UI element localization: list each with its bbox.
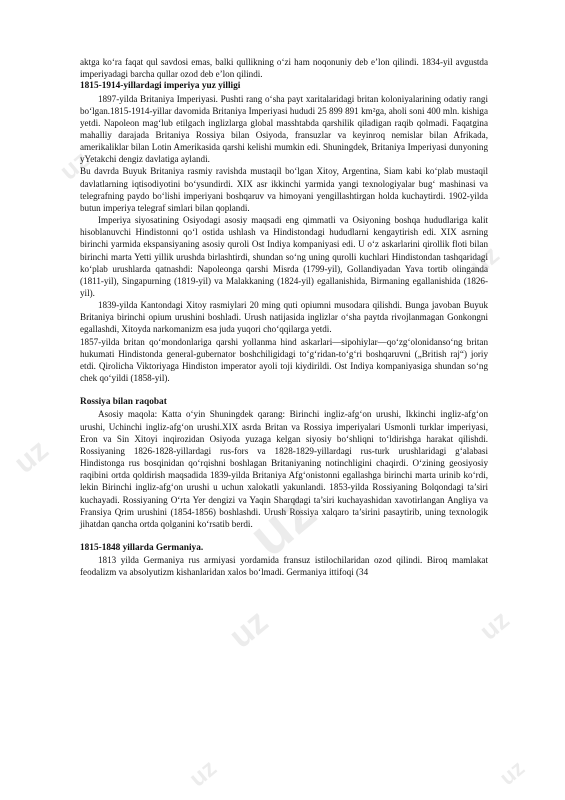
document-page	[80, 56, 488, 579]
watermark-text: uz	[7, 433, 55, 480]
watermark-text: uz	[221, 602, 276, 656]
body-paragraph: Asosiy maqola: Katta o‘yin Shuningdek qarang: Birinchi ingliz-afg‘on urushi, Ikkinchi ingliz-afg‘on urushi, Uchinchi ingliz-afg‘on urushi.XIX asrda Britan va Rossiya imperiyalari Usmonli turklar imperiyasi, Eron va Sin Xitoyi inqirozidan Osiyoda yuzaga kelgan siyosiy bo‘shliqni to‘ldirishga harakat qilishdi. Rossiyaning 1826-1828-yillardagi rus-fors va 1828-1829-yillardagi rus-turk urushlaridagi g‘alabasi Hindistonga rus bosqinidan qo‘rqishni boshlagan Britaniyaning notinchligini chaqirdi. O‘zining geosiyosiy raqibini ortda qoldirish maqsadida 1839-yilda Britaniya Afg‘onistonni egallashga birinchi marta urinib ko‘rdi, lekin Birinchi ingliz-afg‘on urushi u uchun xalokatli yakunlandi. 1853-yilda Rossiyaning Bolqondagi ta’siri kuchayadi. Rossiyaning O‘rta Yer dengizi va Yaqin Sharqdagi ta’siri kuchayashidan xavotirlangan Angliya va Fransiya Qrim urushini (1854-1856) boshlashdi. Urush Rossiya xalqaro ta’sirini pasaytirib, uning texnologik jihatdan qancha ortda qolganini ko‘rsatib berdi.	[80, 409, 488, 529]
watermark-text: uz	[184, 754, 222, 793]
watermark-text: uz	[463, 239, 505, 281]
body-paragraph: 1839-yilda Kantondagi Xitoy rasmiylari 20 ming quti opiumni musodara qilishdi. Bunga javoban Buyuk Britaniya birinchi opium urushini boshladi. Urush natijasida inglizlar o‘sha paytda rivojlanmagan Gonkongni egallashdi, Xitoyda narkomanizm esa juda yuqori cho‘qqilarga yetdi.	[80, 300, 488, 335]
body-paragraph: Imperiya siyosatining Osiyodagi asosiy maqsadi eng qimmatli va Osiyoning boshqa hududlariga kalit hisoblanuvchi Hindistonni qo‘l ostida ushlash va Hindistondagi hududlarni kengaytirish edi. XIX asrning birinchi yarmida ekspansiyaning asosiy quroli Ost Indiya kompaniyasi edi. U o‘z askarlarini qirollik floti bilan birinchi marta Yetti yillik urushda birlashtirdi, shundan so‘ng uning qurolli kuchlari Hindistondan tashqaridagi ko‘plab urushlarda qatnashdi: Napoleonga qarshi Misrda (1799-yil), Gollandiyadan Yava tortib olinganda (1811-yil), Singapurning (1819-yil) va Malakkaning (1824-yil) egallanishida, Birmaning egallanishida (1826-yil).	[80, 215, 488, 299]
body-paragraph: aktga ko‘ra faqat qul savdosi emas, balki qullikning o‘zi ham noqonuniy deb e’lon qilindi. 1834-yil avgustda imperiyadagi barcha qullar ozod deb e’lon qilindi.	[80, 57, 488, 80]
body-paragraph: 1897-yilda Britaniya Imperiyasi. Pushti rang o‘sha payt xaritalaridagi britan koloniyalarining odatiy rangi bo‘lgan.1815-1914-yillar davomida Britaniya Imperiyasi hududi 25 899 891 km²ga, aholi soni 400 mln. kishiga yetdi. Napoleon mag‘lub etilgach inglizlarga global masshtabda qarshilik qiladigan raqib qolmadi. Faqatgina mahalliy darajada Britaniya Rossiya bilan Osiyoda, fransuzlar va keyinroq nemislar bilan Afrikada, amerikaliklar bilan Lotin Amerikasida qarshi kelishi mumkin edi. Shuningdek, Britaniya Imperiyasi dunyoning yYetakchi dengiz davlatiga aylandi.	[80, 93, 488, 165]
body-paragraph: Bu davrda Buyuk Britaniya rasmiy ravishda mustaqil bo‘lgan Xitoy, Argentina, Siam kabi ko‘plab mustaqil davlatlarning iqtisodiyotini bo‘ysundirdi. XIX asr ikkinchi yarmida yangi texnologiyalar bug‘ mashinasi va telegrafning paydo bo‘lishi imperiyani boshqaruv va himoyani yengillashtirgan holda kuchaytirdi. 1902-yilda butun imperiya telegraf simlari bilan qoplandi.	[80, 166, 488, 213]
watermark-text: uz	[236, 477, 328, 570]
watermark-text: uz	[494, 755, 530, 791]
section-heading: 1815-1848 yillarda Germaniya.	[80, 543, 204, 554]
body-paragraph: 1813 yilda Germaniya rus armiyasi yordamida fransuz istilochilaridan ozod qilindi. Biroq mamlakat feodalizm va absolyutizm kishanlaridan xalos bo‘lmadi. Germaniya ittifoqi (34	[80, 555, 488, 578]
section-heading: 1815-1914-yillardagi imperiya yuz yilligi	[80, 81, 241, 92]
body-paragraph: 1857-yilda britan qo‘mondonlariga qarshi yollanma hind askarlari—sipohiylar—qo‘zg‘olonidanso‘ng britan hukumati Hindistonda general-gubernator boshchiligidagi to‘g‘ridan-to‘g‘ri boshqaruvni („British raj“) joriy etdi. Qirolicha Viktoriyaga Hindiston imperator ayoli toji kiydirildi. Ost Indiya kompaniyasiga shundan so‘ng chek qo‘yildi (1858-yil).	[80, 336, 488, 384]
paragraph-gap	[80, 384, 488, 396]
section-heading: Rossiya bilan raqobat	[80, 397, 167, 408]
watermark-text: uz	[53, 144, 95, 186]
watermark-text: uz	[473, 604, 515, 646]
paragraph-gap	[80, 530, 488, 542]
